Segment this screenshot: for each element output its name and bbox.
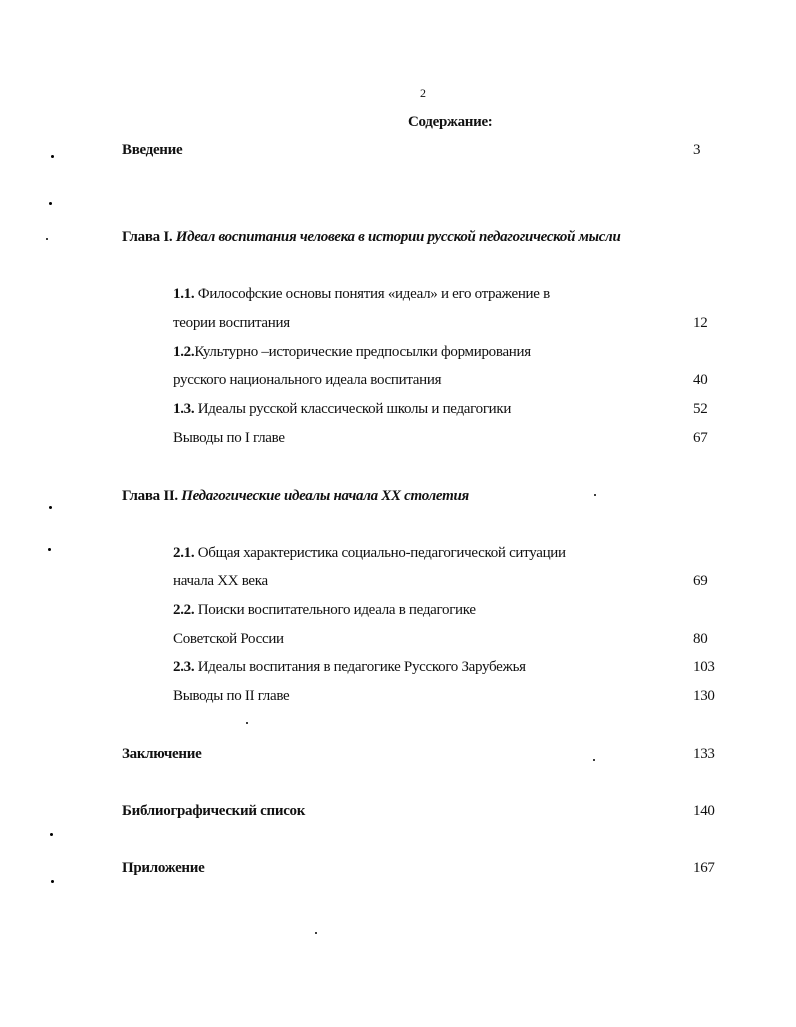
toc-section-1-1-line2: теории воспитания <box>173 315 290 331</box>
chapter2-heading <box>122 488 469 505</box>
toc-title: Содержание: <box>408 114 493 130</box>
toc-entry-bibliography-label: Библиографический список <box>122 803 306 819</box>
scan-speck <box>246 722 248 724</box>
toc-section-2-2-line1 <box>173 602 476 619</box>
scan-speck <box>46 238 48 240</box>
section-title: Философские основы понятия «идеал» и его отражение в <box>197 286 550 302</box>
toc-section-1-3-page: 52 <box>693 401 708 417</box>
toc-entry-conclusion-label: Заключение <box>122 746 202 762</box>
toc-chapter1-conclusion: Выводы по I главе <box>173 430 285 446</box>
toc-section-2-1-line1 <box>173 545 566 562</box>
toc-section-1-2-line1 <box>173 344 531 361</box>
section-title: Идеалы воспитания в педагогике Русского Зарубежья <box>197 659 526 675</box>
toc-chapter1-conclusion-page: 67 <box>693 430 708 446</box>
toc-entry-appendix-page: 167 <box>693 860 715 876</box>
section-number: 2.1. <box>173 545 195 561</box>
toc-section-2-3 <box>173 659 526 676</box>
toc-section-1-2-page: 40 <box>693 372 708 388</box>
chapter1-title: Идеал воспитания человека в истории русской педагогической мысли <box>175 229 621 245</box>
toc-chapter2-conclusion: Выводы по II главе <box>173 688 290 704</box>
section-number: 1.2. <box>173 344 195 360</box>
scan-speck <box>50 833 53 836</box>
scan-speck <box>48 548 51 551</box>
page-number: 2 <box>420 86 426 100</box>
scan-speck <box>49 202 52 205</box>
scan-speck <box>594 494 596 496</box>
section-title: Идеалы русской классической школы и педагогики <box>197 401 512 417</box>
toc-chapter2-conclusion-page: 130 <box>693 688 715 704</box>
toc-section-1-1-page: 12 <box>693 315 708 331</box>
toc-entry-intro-page: 3 <box>693 142 701 158</box>
section-number: 1.1. <box>173 286 195 302</box>
scan-speck <box>51 880 54 883</box>
toc-section-1-1-line1 <box>173 286 550 303</box>
section-title: Поиски воспитательного идеала в педагогике <box>197 602 476 618</box>
toc-section-2-2-page: 80 <box>693 631 708 647</box>
scan-speck <box>315 932 317 934</box>
section-title: Культурно –исторические предпосылки формирования <box>194 344 531 360</box>
section-number: 2.2. <box>173 602 195 618</box>
scan-speck <box>593 759 595 761</box>
chapter1-prefix: Глава I. <box>122 229 173 245</box>
section-number: 1.3. <box>173 401 195 417</box>
toc-entry-intro-label: Введение <box>122 142 183 158</box>
toc-section-2-3-page: 103 <box>693 659 715 675</box>
toc-entry-appendix-label: Приложение <box>122 860 205 876</box>
chapter1-heading <box>122 229 621 246</box>
chapter2-title: Педагогические идеалы начала XX столетия <box>181 488 469 504</box>
toc-entry-bibliography-page: 140 <box>693 803 715 819</box>
chapter2-prefix: Глава II. <box>122 488 178 504</box>
toc-section-2-2-line2: Советской России <box>173 631 284 647</box>
scan-speck <box>51 155 54 158</box>
section-number: 2.3. <box>173 659 195 675</box>
toc-section-1-2-line2: русского национального идеала воспитания <box>173 372 442 388</box>
scan-speck <box>49 506 52 509</box>
toc-section-1-3 <box>173 401 511 418</box>
section-title: Общая характеристика социально-педагогической ситуации <box>197 545 566 561</box>
toc-section-2-1-page: 69 <box>693 573 708 589</box>
toc-section-2-1-line2: начала XX века <box>173 573 268 589</box>
toc-entry-conclusion-page: 133 <box>693 746 715 762</box>
